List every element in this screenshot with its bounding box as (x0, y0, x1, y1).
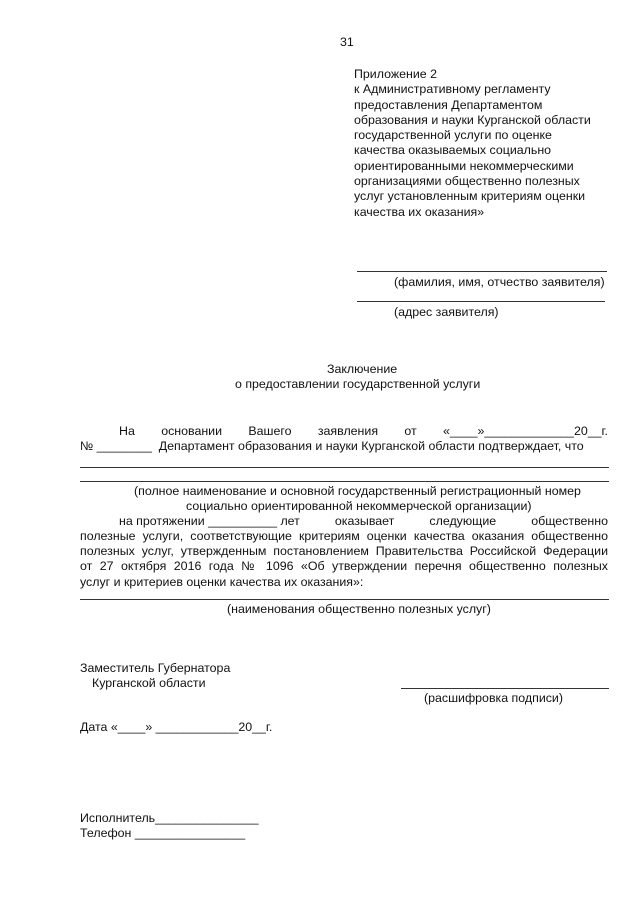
services-caption: (наименования общественно полезных услуг) (227, 602, 491, 616)
body-line: полезных услуг, утвержденным постановлением Правительства Российской Федерации (80, 544, 608, 559)
applicant-address-line (357, 301, 605, 302)
appendix-line: организациями общественно полезных (354, 174, 580, 189)
executor-line: Исполнитель_______________ (80, 811, 259, 825)
body-text (80, 529, 608, 590)
appendix-line: качества оказываемых социально (354, 143, 552, 158)
date-line: Дата «____» ____________20__г. (80, 720, 273, 734)
body-line: услуг и критериев оценки качества их оказания»: (80, 574, 364, 589)
org-name-line-1 (80, 467, 609, 468)
body-line: от 27 октября 2016 года № 1096 «Об утверждении перечня общественно полезных (80, 559, 608, 574)
applicant-name-line (357, 271, 607, 272)
intro-line-2: № ________ Департамент образования и науки Курганской области подтверждает, что (80, 439, 584, 453)
appendix-line: услуг установленным критериям оценки (354, 189, 586, 204)
applicant-address-caption: (адрес заявителя) (394, 305, 499, 319)
body-line-1: на протяжении __________ лет оказывает следующие общественно (119, 514, 608, 528)
org-caption-line-2: социально ориентированной некоммерческой организации) (186, 499, 532, 513)
document-title: Заключение (327, 362, 398, 376)
org-name-line-2 (80, 481, 609, 482)
document-subtitle: о предоставлении государственной услуги (235, 377, 481, 391)
signatory-title: Заместитель Губернатора (80, 661, 231, 675)
intro-line-1: На основании Вашего заявления от «____»_____________20__г. (119, 424, 608, 438)
services-line (80, 599, 609, 600)
appendix-block (354, 67, 591, 220)
applicant-name-caption: (фамилия, имя, отчество заявителя) (394, 275, 605, 289)
appendix-line: качества их оказания» (354, 204, 485, 219)
signature-line (401, 688, 609, 689)
signature-caption: (расшифровка подписи) (424, 691, 563, 705)
signatory-region: Курганской области (92, 676, 206, 690)
appendix-line: Приложение 2 (354, 67, 438, 81)
appendix-line: государственной услуги по оценке (354, 128, 552, 143)
appendix-line: к Административному регламенту (354, 82, 551, 97)
org-caption-line-1: (полное наименование и основной государственный регистрационный номер (134, 484, 581, 498)
appendix-line: предоставления Департаментом (354, 97, 543, 112)
appendix-line: образования и науки Курганской области (354, 112, 591, 127)
page-number: 31 (340, 35, 354, 49)
appendix-line: ориентированными некоммерческими (354, 158, 574, 173)
body-line: полезные услуги, соответствующие критериям оценки качества оказания общественно (80, 529, 608, 543)
phone-line: Телефон ________________ (80, 826, 246, 840)
